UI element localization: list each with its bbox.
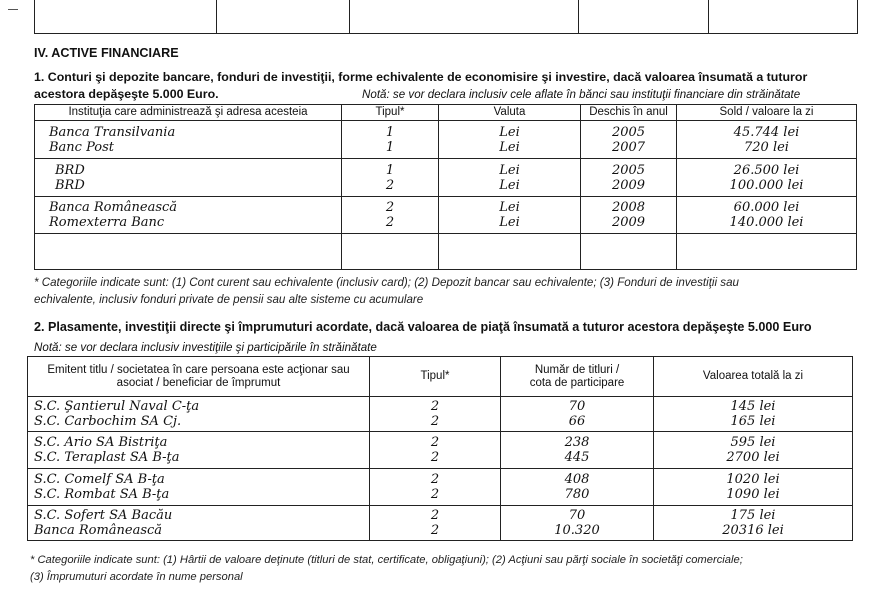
currency-cell: Lei (499, 200, 520, 215)
table-row (28, 432, 853, 469)
institution-cell: Banca Transilvania (49, 124, 176, 140)
balance-cell: 100.000 lei (729, 177, 804, 193)
subsection1-title-line1: 1. Conturi şi depozite bancare, fonduri de investiţii, forme echivalente de economisire şi investire, dacă valoarea însumată a tuturor (34, 70, 808, 84)
margin-dash (8, 9, 18, 10)
balance-cell: 45.744 lei (733, 124, 800, 140)
count-cell: 10.320 (554, 523, 600, 538)
investments-table (27, 356, 853, 541)
header-type: Tipul* (370, 357, 501, 397)
header-opened-year: Deschis în anul (581, 105, 677, 121)
table-row (28, 397, 853, 432)
count-cell: 408 (564, 472, 590, 487)
currency-cell: Lei (499, 177, 520, 193)
value-cell: 1090 lei (726, 487, 780, 502)
subsection1-note: Notă: se vor declara inclusiv cele aflate în bănci sau instituţii financiare din străinătate (362, 88, 801, 101)
issuer-cell: S.C. Ario SA Bistriţa (34, 435, 168, 450)
currency-cell: Lei (499, 124, 520, 140)
year-cell: 2005 (611, 162, 646, 178)
header-balance: Sold / valoare la zi (677, 105, 857, 121)
type-cell: 2 (430, 414, 440, 429)
issuer-cell: S.C. Rombat SA B-ţa (34, 487, 170, 502)
balance-cell: 26.500 lei (733, 162, 800, 178)
header-count-line2: cota de participare (529, 376, 625, 389)
type-cell: 2 (430, 435, 440, 450)
type-cell: 2 (385, 177, 395, 193)
table-row (35, 197, 857, 234)
empty-table-row (35, 234, 857, 270)
currency-cell: Lei (499, 215, 520, 230)
value-cell: 20316 lei (722, 523, 784, 538)
type-cell: 2 (430, 472, 440, 487)
type-cell: 2 (430, 487, 440, 502)
footnote-2-line2: (3) Împrumuturi acordate în nume personal (30, 571, 243, 583)
header-issuer-line2: asociat / beneficiar de împrumut (116, 376, 281, 389)
header-count (501, 357, 654, 397)
issuer-cell: S.C. Şantierul Naval C-ţa (34, 399, 200, 414)
count-cell: 445 (564, 450, 590, 465)
table-row (35, 121, 857, 159)
institution-cell: Banc Post (49, 139, 115, 155)
header-count-line1: Număr de titluri / (534, 363, 620, 376)
subsection2-title: 2. Plasamente, investiţii directe şi împrumuturi acordate, dacă valoarea de piaţă însumată a tuturor acestora depăşeşte 5.000 Euro (34, 320, 812, 334)
year-cell: 2005 (611, 124, 646, 140)
header-issuer (28, 357, 370, 397)
header-type: Tipul* (342, 105, 439, 121)
type-cell: 2 (385, 215, 395, 230)
institution-cell: Romexterra Banc (49, 215, 165, 230)
issuer-cell: S.C. Sofert SA Bacău (34, 508, 173, 523)
institution-cell: Banca Românească (49, 200, 178, 215)
balance-cell: 140.000 lei (729, 215, 804, 230)
value-cell: 595 lei (730, 435, 776, 450)
count-cell: 780 (564, 487, 590, 502)
value-cell: 2700 lei (726, 450, 780, 465)
value-cell: 165 lei (730, 414, 776, 429)
header-institution: Instituţia care administrează şi adresa acesteia (35, 105, 342, 121)
year-cell: 2009 (611, 177, 646, 193)
type-cell: 2 (430, 523, 440, 538)
type-cell: 2 (385, 200, 395, 215)
header-value: Valoarea totală la zi (654, 357, 853, 397)
count-cell: 70 (568, 399, 586, 414)
header-issuer-line1: Emitent titlu / societatea în care persoana este acţionar sau (47, 363, 350, 376)
year-cell: 2009 (611, 215, 646, 230)
currency-cell: Lei (499, 139, 520, 155)
issuer-cell: Banca Românească (34, 523, 163, 538)
table-row (28, 506, 853, 541)
issuer-cell: S.C. Comelf SA B-ţa (34, 472, 165, 487)
type-cell: 2 (430, 508, 440, 523)
header-currency: Valuta (439, 105, 581, 121)
footnote-2-line1: * Categoriile indicate sunt: (1) Hârtii de valoare deţinute (titluri de stat, certificate, obligaţiuni); (2) Acţiuni sau părţi sociale în societăţi comerciale; (30, 554, 743, 566)
value-cell: 145 lei (730, 399, 776, 414)
institution-cell: BRD (55, 177, 85, 193)
table-row (35, 159, 857, 197)
subsection2-note: Notă: se vor declara inclusiv investiţiile şi participările în străinătate (34, 341, 377, 354)
type-cell: 1 (385, 139, 395, 155)
value-cell: 175 lei (730, 508, 776, 523)
institution-cell: BRD (55, 162, 85, 178)
type-cell: 2 (430, 450, 440, 465)
count-cell: 70 (568, 508, 586, 523)
currency-cell: Lei (499, 162, 520, 178)
year-cell: 2008 (611, 200, 646, 215)
footnote-1-line1: * Categoriile indicate sunt: (1) Cont curent sau echivalente (inclusiv card); (2) Depozit bancar sau echivalente; (3) Fonduri de investiţii sau (34, 276, 739, 289)
count-cell: 238 (564, 435, 590, 450)
type-cell: 1 (385, 162, 395, 178)
balance-cell: 720 lei (744, 139, 789, 155)
value-cell: 1020 lei (726, 472, 780, 487)
bank-accounts-table (34, 104, 857, 270)
count-cell: 66 (568, 414, 586, 429)
issuer-cell: S.C. Carbochim SA Cj. (34, 414, 182, 429)
type-cell: 1 (385, 124, 395, 140)
subsection1-title-line2: acestora depăşeşte 5.000 Euro. (34, 87, 219, 101)
section-title: IV. ACTIVE FINANCIARE (34, 46, 179, 60)
previous-table-remnant (34, 0, 858, 34)
footnote-1-line2: echivalente, inclusiv fonduri private de pensii sau alte sisteme cu acumulare (34, 293, 424, 306)
issuer-cell: S.C. Teraplast SA B-ţa (34, 450, 180, 465)
year-cell: 2007 (611, 139, 646, 155)
balance-cell: 60.000 lei (733, 200, 800, 215)
table-row (28, 469, 853, 506)
type-cell: 2 (430, 399, 440, 414)
